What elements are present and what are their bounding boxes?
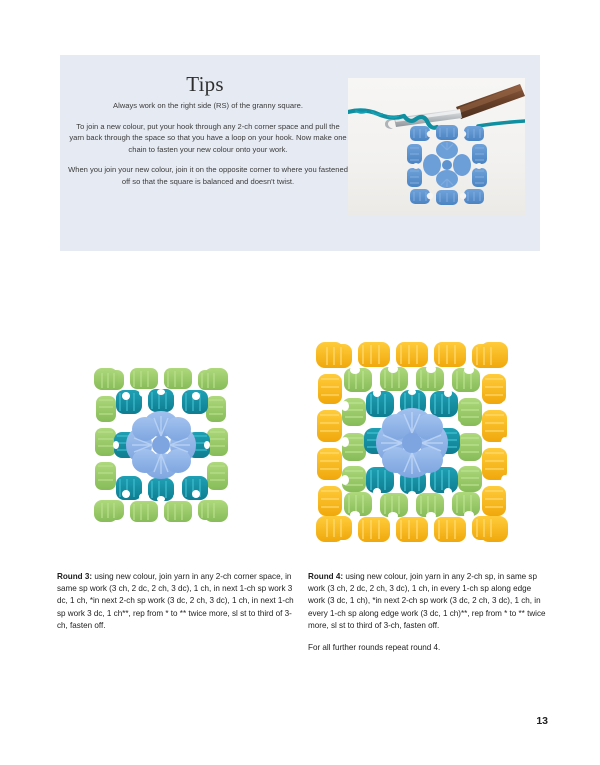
tips-paragraph: Always work on the right side (RS) of the granny square. (113, 101, 303, 110)
instruction-paragraph (308, 642, 547, 654)
round-3-swatch (86, 356, 258, 548)
round-3-swatch-illustration (86, 356, 258, 548)
round-3-instructions (57, 571, 296, 632)
instruction-paragraph (308, 571, 547, 632)
round-4-instructions (308, 571, 547, 654)
tips-photo (348, 78, 525, 216)
round-4-swatch (308, 334, 542, 554)
tips-title: Tips (186, 72, 224, 96)
tips-panel (60, 55, 540, 251)
round-text: using new colour, join yarn in any 2-ch corner space, in same sp work (3 ch, 2 dc, 2 ch, 3 dc), 1 ch, in next 1-ch sp work 3 dc, 1 ch, *in next 2-ch sp work (3 dc, 2 ch, 3 dc), 1 ch, in next 1-ch sp work 3 dc, 1 ch**, rep from * to ** twice more, sl st to third of 3-ch, fasten off. (57, 572, 294, 630)
instruction-paragraph (57, 571, 296, 632)
round-4-swatch-illustration (308, 334, 542, 554)
centre-ring (152, 436, 170, 454)
round-text: For all further rounds repeat round 4. (308, 643, 441, 653)
tips-photo-illustration (348, 78, 525, 216)
round-label: Round 3: (57, 572, 93, 581)
tips-paragraph: To join a new colour, put your hook through any 2-ch corner space and pull the yarn back through the space so that you have a loop on your hook. Now make one chain to fasten your new colour onto your work. (69, 121, 347, 154)
tips-paragraph: When you join your new colour, join it on the opposite corner to where you fastened off so that the square is balanced and doesn't twist. (68, 165, 348, 186)
page-number: 13 (536, 715, 548, 727)
round-text: using new colour, join yarn in any 2-ch sp, in same sp work (3 ch, 2 dc, 2 ch, 3 dc), 1 ch, in every 1-ch sp along edge work (3 dc, 1 ch), *in next 2-ch sp work (3 dc, 2 ch, 3 dc), 1 ch, in every 1-ch sp along edge work (3 dc, 1 ch)**, rep from * to ** twice more, sl st to third of 3-ch, fasten off. (308, 572, 546, 630)
round-label: Round 4: (308, 572, 344, 581)
tips-body (68, 100, 348, 188)
